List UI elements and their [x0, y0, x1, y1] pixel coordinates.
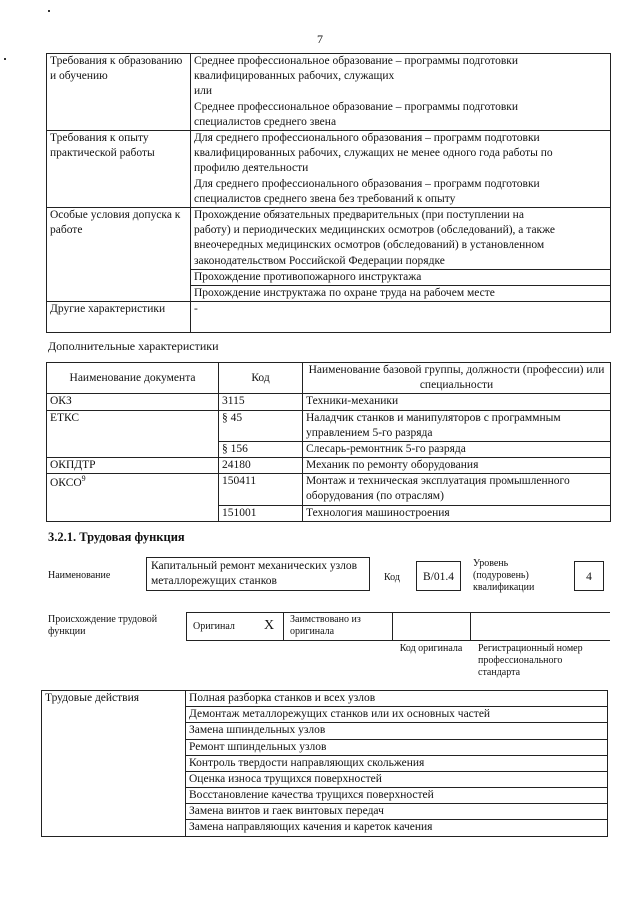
divider	[392, 612, 393, 641]
table-header-row	[47, 363, 611, 394]
table-row	[47, 302, 611, 333]
row-value: -	[191, 302, 611, 333]
row-value: Прохождение противопожарного инструктажа	[191, 269, 611, 285]
code-original-label: Код оригинала	[399, 643, 463, 654]
name-cell: Механик по ремонту оборудования	[303, 458, 611, 474]
scan-dot	[48, 10, 50, 12]
additional-title: Дополнительные характеристики	[48, 339, 219, 353]
table-row	[47, 208, 611, 270]
table-row	[47, 131, 611, 208]
requirements-table	[46, 53, 611, 333]
page-number: 7	[317, 32, 323, 46]
code-cell: § 156	[219, 441, 303, 457]
name-cell: Монтаж и техническая эксплуатация промышленного оборудования (по отраслям)	[303, 474, 611, 505]
labor-actions-label: Трудовые действия	[42, 691, 186, 837]
additional-table	[46, 362, 611, 522]
labor-action-item: Замена шпиндельных узлов	[186, 723, 608, 739]
doc-cell: ЕТКС	[47, 410, 219, 458]
labor-action-item: Контроль твердости направляющих скольжения	[186, 755, 608, 771]
row-value: Среднее профессиональное образование – программы подготовки квалифицированных рабочих, служащих или Среднее профессиональное образование – программы подготовки специалистов среднего звена	[191, 54, 611, 131]
name-cell: Слесарь-ремонтник 5-го разряда	[303, 441, 611, 457]
table-row	[47, 474, 611, 505]
origin-label: Происхождение трудовой функции	[48, 614, 158, 637]
function-code: B/01.4	[416, 561, 461, 591]
name-cell: Технология машиностроения	[303, 505, 611, 521]
function-name-box	[146, 557, 370, 591]
reg-number-label: Регистрационный номер профессионального стандарта	[478, 643, 583, 678]
labor-action-item: Полная разборка станков и всех узлов	[186, 691, 608, 707]
code-cell: § 45	[219, 410, 303, 441]
function-heading: 3.2.1. Трудовая функция	[48, 530, 185, 544]
original-mark: X	[264, 618, 275, 633]
function-name: Капитальный ремонт механических узлов металлорежущих станков	[151, 560, 358, 588]
name-cell: Наладчик станков и манипуляторов с программным управлением 5-го разряда	[303, 410, 611, 441]
labor-action-item: Восстановление качества трущихся поверхностей	[186, 788, 608, 804]
name-cell: Техники-механики	[303, 394, 611, 410]
doc-cell: ОКЗ	[47, 394, 219, 410]
row-value: Прохождение инструктажа по охране труда на рабочем месте	[191, 285, 611, 301]
labor-action-item: Оценка износа трущихся поверхностей	[186, 771, 608, 787]
level-value: 4	[574, 561, 604, 591]
code-cell: 150411	[219, 474, 303, 505]
labor-actions-table	[41, 690, 608, 837]
table-row	[47, 410, 611, 441]
row-label: Требования к опыту практической работы	[47, 131, 191, 208]
borrowed-label: Заимствовано из оригинала	[290, 614, 361, 637]
name-label: Наименование	[48, 570, 111, 581]
table-row	[47, 458, 611, 474]
doc-cell: ОКСО$^9$	[47, 474, 219, 522]
labor-action-item: Замена направляющих качения и кареток качения	[186, 820, 608, 836]
column-header: Наименование документа	[47, 363, 219, 394]
row-label: Другие характеристики	[47, 302, 191, 333]
row-label: Требования к образованию и обучению	[47, 54, 191, 131]
table-row	[47, 54, 611, 131]
row-label: Особые условия допуска к работе	[47, 208, 191, 302]
row-value: Прохождение обязательных предварительных (при поступлении на работу) и периодических медицинских осмотров (обследований), а также внеочередных медицинских осмотров (обследований) в установленном законодательством Российской Федерации порядке	[191, 208, 611, 270]
origin-frame	[186, 612, 610, 641]
labor-action-item: Демонтаж металлорежущих станков или их основных частей	[186, 707, 608, 723]
code-label: Код	[384, 572, 400, 583]
original-label: Оригинал	[193, 621, 235, 632]
column-header: Код	[219, 363, 303, 394]
code-cell: 151001	[219, 505, 303, 521]
doc-cell: ОКПДТР	[47, 458, 219, 474]
code-cell: 24180	[219, 458, 303, 474]
row-value: Для среднего профессионального образования – программ подготовки квалифицированных рабочих, служащих не менее одного года работы по профилю деятельности Для среднего профессионального образования – программ подготовки специалистов среднего звена без требований к опыту	[191, 131, 611, 208]
level-label: Уровень (подуровень) квалификации	[473, 558, 535, 593]
scan-dot	[4, 58, 6, 60]
code-cell: 3115	[219, 394, 303, 410]
divider	[283, 612, 284, 641]
labor-action-item: Ремонт шпиндельных узлов	[186, 739, 608, 755]
divider	[470, 612, 471, 641]
table-row	[42, 691, 608, 707]
table-row	[47, 394, 611, 410]
column-header: Наименование базовой группы, должности (профессии) или специальности	[303, 363, 611, 394]
labor-action-item: Замена винтов и гаек винтовых передач	[186, 804, 608, 820]
